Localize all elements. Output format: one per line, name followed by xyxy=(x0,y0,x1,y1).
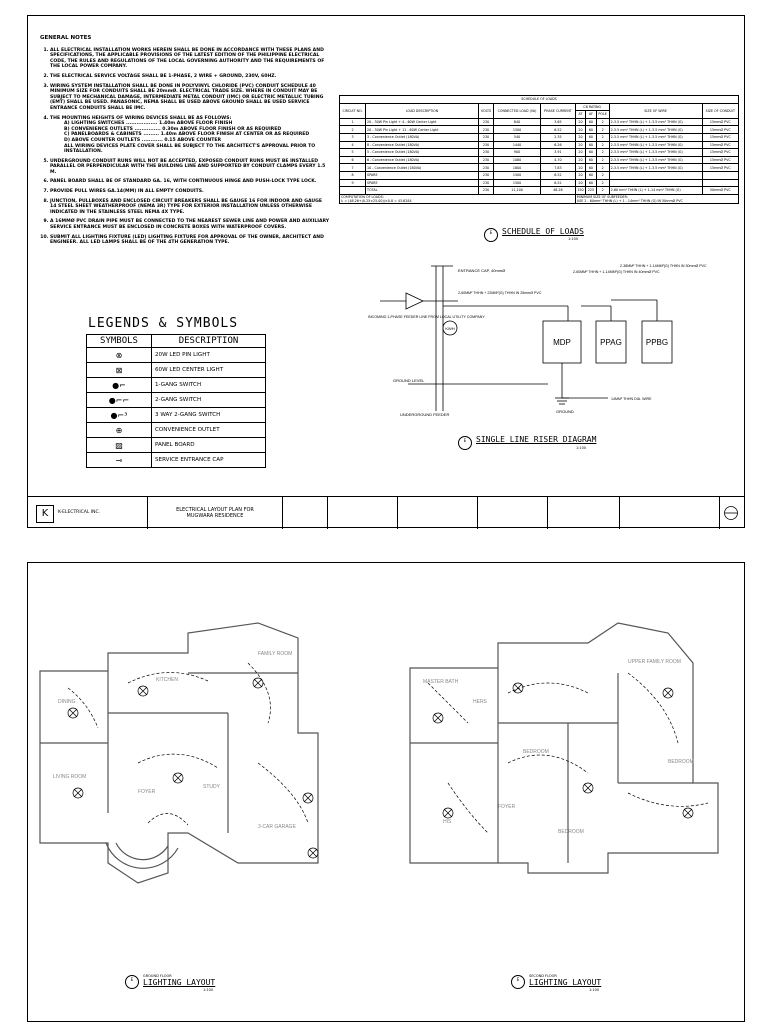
col-cb-rating: CB RATING xyxy=(575,103,609,111)
riser-caption: SINGLE LINE RISER DIAGRAM xyxy=(476,435,597,444)
convenience-outlet-icon: ⊕ xyxy=(87,423,152,438)
tb-cell xyxy=(548,497,620,529)
note-text: THE MOUNTING HEIGHTS OF WIRING DEVICES SHALL BE AS FOLLOWS: xyxy=(50,115,232,121)
schedule-cell: 2-60 mm² THHN (L) + 1-14 mm² THHN (G) xyxy=(609,187,702,195)
entrance-cap-label: ENTRANCE CAP, 40mmØ xyxy=(458,268,506,273)
drawing-title-line2: MUGWARA RESIDENCE xyxy=(186,513,244,519)
col-circuit: CIRCUIT NO. xyxy=(340,103,366,118)
schedule-cell: 2 xyxy=(596,164,609,172)
floor-plans xyxy=(28,563,744,1021)
schedule-cell: 20 xyxy=(575,179,585,187)
schedule-cell: 20 xyxy=(575,171,585,179)
riser-tag: E xyxy=(458,436,472,450)
schedule-cell: 2 xyxy=(596,126,609,134)
computation-value: I₁ = (48.26+(0.25×25.00))×0.8 = 43.6284 xyxy=(341,198,412,203)
room-label: STUDY xyxy=(203,784,220,790)
wire-b-label: 2-38MM² THHN + 1-14MM²(G) THHN IN 30mmØ PVC xyxy=(620,264,707,268)
schedule-cell: 50mmØ PVC xyxy=(702,187,738,195)
col-pole: POLE xyxy=(596,111,609,119)
schedule-cell: 225 xyxy=(586,187,596,195)
kwh-meter-label: KWH xyxy=(445,326,455,331)
schedule-cell: 60 xyxy=(586,171,596,179)
two-gang-switch-icon: ●⌐⌐ xyxy=(87,393,152,408)
legend-desc: 60W LED CENTER LIGHT xyxy=(152,363,266,378)
schedule-cell: 2 xyxy=(596,171,609,179)
note-item: 7. PROVIDE PULL WIRES GA.14(MM) IN ALL EMPTY CONDUITS. xyxy=(50,189,330,195)
mounting-line: ALL WIRING DEVICES PLATE COVER SHALL BE SUBJECT TO THE ARCHITECT'S APPROVAL PRIOR TO INSTALLATION. xyxy=(64,143,316,155)
legend-desc: 2-GANG SWITCH xyxy=(152,393,266,408)
second-floor-label: SECOND FLOOR xyxy=(529,974,557,978)
schedule-cell: 230 xyxy=(479,179,494,187)
schedule-cell: 230 xyxy=(479,156,494,164)
schedule-cell: 20 xyxy=(575,156,585,164)
company-logo: K xyxy=(36,505,54,523)
room-label: HERS xyxy=(473,699,487,705)
lighting-layout-sheet xyxy=(27,562,745,1022)
room-label: FOYER xyxy=(138,789,156,795)
second-plan-tag: E xyxy=(511,975,525,989)
room-label: HIS xyxy=(443,819,452,825)
schedule-cell: 15mmØ PVC xyxy=(702,156,738,164)
schedule-cell: 4.70 xyxy=(541,156,576,164)
note-item: 1. ALL ELECTRICAL INSTALLATION WORKS HEREIN SHALL BE DONE IN ACCORDANCE WITH THESE PLANS AND SPECIFICATIONS, THE APPLICABLE PROVISIONS OF THE LATEST EDITION OF THE PHILIPPINE ELECTRICAL CODE, THE RULES AND REGULATIONS OF THE LOCAL GOVERNING AUTHORITY AND THE REQUIREMENTS OF THE LOCAL POWER COMPANY. xyxy=(50,48,330,70)
room-label: 3-CAR GARAGE xyxy=(258,824,296,830)
schedule-header: SCHEDULE OF LOADS xyxy=(340,96,739,104)
schedule-cell: 2 xyxy=(596,149,609,157)
note-item: 10. SUBMIT ALL LIGHTING FIXTURE (LED) LIGHTING FIXTURE FOR APPROVAL OF THE OWNER, ARCHITECT AND ENGINEER. ALL LED LAMPS SHALL BE OF THE 4TH GENERATION TYPE. xyxy=(50,235,330,246)
second-plan-scale: 1:100 xyxy=(589,988,600,992)
room-label: DINING xyxy=(58,699,76,705)
room-label: BEDROOM xyxy=(668,759,694,765)
feeder-title: MINIMUM SIZE OF SUBFEEDER: xyxy=(576,194,628,199)
col-at: AT xyxy=(575,111,585,119)
schedule-cell: 2 xyxy=(596,179,609,187)
schedule-caption: SCHEDULE OF LOADS xyxy=(502,227,584,236)
wire-a-label: 2-60MM² THHN + 1-14MM²(G) THHN IN 40mmØ PVC xyxy=(573,270,660,274)
legend-desc: 3 WAY 2-GANG SWITCH xyxy=(152,408,266,423)
schedule-cell: 7 xyxy=(340,164,366,172)
schedule-cell: 6.52 xyxy=(541,179,576,187)
schedule-cell: 60 xyxy=(586,133,596,141)
note-item: 8. JUNCTION, PULLBOXES AND ENCLOSED CIRCUIT BREAKERS SHALL BE GAUGE 16 FOR INDOOR AND GAUGE 14 STEEL SHEET WEATHERPROOF (NEMA 3R) TYPE FOR EXTERIOR INSTALLATION UNLESS OTHERWISE INDICATED IN THE STAINLESS STEEL NEMA 4X TYPE. xyxy=(50,199,330,216)
schedule-cell: 2-3.5 mm² THHN (L) + 1-3.5 mm² THHN (G) xyxy=(609,118,702,126)
schedule-cell: 10 - Convenience Outlet (180VA) xyxy=(366,164,479,172)
legend-desc: CONVENIENCE OUTLET xyxy=(152,423,266,438)
ground-plan-tag: E xyxy=(125,975,139,989)
computation-title: COMPUTATION OF LOADS: xyxy=(341,194,384,199)
mounting-line: D) ABOVE COUNTER OUTLETS ............ 0.15 ABOVE COUNTER xyxy=(64,137,222,143)
schedule-cell: 4 xyxy=(340,141,366,149)
schedule-cell: 840 xyxy=(493,118,540,126)
col-af: AF xyxy=(586,111,596,119)
schedule-cell: 15mmØ PVC xyxy=(702,126,738,134)
feeder-from-label: INCOMING 1-PHASE FEEDER LINE FROM LOCAL UTILITY COMPANY xyxy=(368,315,485,319)
schedule-cell: 20 - 30W Pin Light + 11 - 60W Center Light xyxy=(366,126,479,134)
general-notes-heading: GENERAL NOTES xyxy=(40,35,92,41)
note-item: 6. PANEL BOARD SHALL BE OF STANDARD GA. 16, WITH CONTINUOUS HINGE AND PUSH-LOCK TYPE LOCK. xyxy=(50,179,330,185)
col-current: PHASE CURRENT xyxy=(541,103,576,118)
schedule-cell: 6.52 xyxy=(541,171,576,179)
mounting-line: C) PANELBOARDS & CABINETS ......... 1.40m ABOVE FLOOR FINISH AT CENTER OR AS REQUIRED xyxy=(64,132,310,138)
schedule-cell: 230 xyxy=(479,164,494,172)
tb-cell xyxy=(478,497,548,529)
col-volts: VOLTS xyxy=(479,103,494,118)
note-item: 3. WIRING SYSTEM INSTALLATION SHALL BE DONE IN POLYVINYL CHLORIDE (PVC) CONDUIT SCHEDULE 40 MINIMUM SIZE FOR CONDUITS SHALL BE 20mmØ. ELECTRICAL TRADE SIZE. WHERE IN CONDUIT MAY BE SUBJECT TO MECHANICAL DAMAGE, INTERMEDIATE METAL CONDUIT (IMC) OR ELECTRIC METALLIC TUBING (EMT) SHALL BE USED. PANASONIC, NEMA SHALL BE USED ABOVE GROUND SHALL BE USED SERVICE ENTRANCE CONDUITS SHALL BE IMC. xyxy=(50,84,330,112)
ground-plan-scale: 1:100 xyxy=(203,988,214,992)
ground-label: GROUND xyxy=(556,409,574,414)
col-conduit: SIZE OF CONDUIT xyxy=(702,103,738,118)
schedule-cell: 8 xyxy=(340,171,366,179)
one-gang-switch-icon: ●⌐ xyxy=(87,378,152,393)
schedule-cell: 3 xyxy=(340,133,366,141)
schedule-cell: 6.52 xyxy=(541,126,576,134)
company-name: K-ELECTRICAL INC. xyxy=(58,510,101,515)
schedule-cell: 2 xyxy=(596,156,609,164)
room-label: FAMILY ROOM xyxy=(258,651,293,657)
schedule-cell: 2 xyxy=(596,118,609,126)
schedule-cell: 15mmØ PVC xyxy=(702,141,738,149)
schedule-cell: 230 xyxy=(479,133,494,141)
north-arrow-icon xyxy=(723,505,739,521)
ppag-label: PPAG xyxy=(600,338,622,347)
schedule-cell: 2-3.5 mm² THHN (L) + 1-3.5 mm² THHN (G) xyxy=(609,149,702,157)
schedule-cell: 1080 xyxy=(493,156,540,164)
room-label: MASTER BATH xyxy=(423,679,459,685)
schedule-cell: 60 xyxy=(586,164,596,172)
schedule-cell: 1500 xyxy=(493,126,540,134)
mdp-label: MDP xyxy=(553,338,571,347)
schedule-cell: TOTAL xyxy=(366,187,479,195)
legend-desc: 1-GANG SWITCH xyxy=(152,378,266,393)
schedule-cell: 5 - Convenience Outlet (180VA) xyxy=(366,149,479,157)
schedule-cell: 20 xyxy=(575,149,585,157)
schedule-cell: 2-3.5 mm² THHN (L) + 1-3.5 mm² THHN (G) xyxy=(609,156,702,164)
three-way-switch-icon: ●⌐³ xyxy=(87,408,152,423)
schedule-cell: 60 xyxy=(586,179,596,187)
schedule-cell: 60 xyxy=(586,126,596,134)
schedule-cell: 2-3.5 mm² THHN (L) + 1-3.5 mm² THHN (G) xyxy=(609,141,702,149)
tb-cell xyxy=(328,497,398,529)
ground-plan-caption: LIGHTING LAYOUT xyxy=(143,978,216,987)
col-load: LOAD DESCRIPTION xyxy=(366,103,479,118)
underground-label: UNDERGROUND FEEDER xyxy=(400,412,450,417)
schedule-cell: 60 xyxy=(586,141,596,149)
note-item: 2. THE ELECTRICAL SERVICE VOLTAGE SHALL BE 1-PHASE, 2 WIRE + GROUND, 230V, 60HZ. xyxy=(50,74,330,80)
schedule-cell: 230 xyxy=(479,171,494,179)
schedule-cell: 230 xyxy=(479,118,494,126)
note-item: 9. A 16MMØ PVC DRAIN PIPE MUST BE CONNECTED TO THE NEAREST SEWER LINE AND POWER AND AUXILIARY SERVICE ENTRANCE MUST BE ENCLOSED IN CONCRETE BOXES WITH WATERPROOF COVERS. xyxy=(50,219,330,230)
schedule-cell: 8 - Convenience Outlet (180VA) xyxy=(366,141,479,149)
ppbg-label: PPBG xyxy=(645,338,669,347)
riser-scale: 1:100 xyxy=(576,446,587,450)
legend-col-description: DESCRIPTION xyxy=(152,335,266,348)
ground-floor-label: GROUND FLOOR xyxy=(143,974,172,978)
legend-desc: SERVICE ENTRANCE CAP xyxy=(152,453,266,468)
panel-board-icon: ▨ xyxy=(87,438,152,453)
schedule-cell: 15mmØ PVC xyxy=(702,164,738,172)
schedule-cell: 1 xyxy=(340,118,366,126)
legend-col-symbols: SYMBOLS xyxy=(87,335,152,348)
schedule-cell: 6 - Convenience Outlet (180VA) xyxy=(366,156,479,164)
schedule-cell: 1500 xyxy=(493,179,540,187)
pin-light-icon: ⊗ xyxy=(87,348,152,363)
schedule-cell: 1800 xyxy=(493,164,540,172)
schedule-cell: 2 xyxy=(340,126,366,134)
riser-diagram xyxy=(28,16,746,496)
schedule-cell: 20 xyxy=(575,164,585,172)
room-label: KITCHEN xyxy=(156,677,178,683)
legend-desc: PANEL BOARD xyxy=(152,438,266,453)
room-label: FOYER xyxy=(498,804,516,810)
schedule-cell: 20 xyxy=(575,141,585,149)
service-entrance-cap-icon: ⊸ xyxy=(87,453,152,468)
ground-wire-label: 14MM² THHN DIA. WIRE xyxy=(611,397,652,401)
feeder-value: USE 2 - 60mm² THHN (L) + 1 - 14mm² THHN (G) IN 50mmØ PVC xyxy=(576,198,683,203)
schedule-cell: 60 xyxy=(586,118,596,126)
mounting-line: B) CONVENIENCE OUTLETS ............... 0.30m ABOVE FLOOR FINISH OR AS REQUIRED xyxy=(64,126,282,132)
legend-desc: 20W LED PIN LIGHT xyxy=(152,348,266,363)
schedule-cell: 20 xyxy=(575,133,585,141)
room-label: BEDROOM xyxy=(523,749,549,755)
second-plan-caption: LIGHTING LAYOUT xyxy=(529,978,602,987)
room-label: LIVING ROOM xyxy=(53,774,87,780)
schedule-cell: 9 xyxy=(340,179,366,187)
schedule-cell: 2-3.5 mm² THHN (L) + 1-3.5 mm² THHN (G) xyxy=(609,164,702,172)
schedule-cell: 60 xyxy=(586,149,596,157)
schedule-cell: 230 xyxy=(479,126,494,134)
ground-level-label: GROUND LEVEL xyxy=(393,378,425,383)
tb-cell xyxy=(398,497,478,529)
schedule-cell: 150 xyxy=(575,187,585,195)
schedule-cell: 2 xyxy=(596,187,609,195)
schedule-cell: 230 xyxy=(479,187,494,195)
schedule-cell: 15mmØ PVC xyxy=(702,118,738,126)
schedule-cell: 230 xyxy=(479,149,494,157)
schedule-cell: 48.26 xyxy=(541,187,576,195)
schedule-cell: 230 xyxy=(479,141,494,149)
schedule-cell: 3.65 xyxy=(541,118,576,126)
note-item: 5. UNDERGROUND CONDUIT RUNS WILL NOT BE ACCEPTED, EXPOSED CONDUIT RUNS MUST BE INSTALLED PARALLEL OR PERPENDICULAR WITH THE BUILDING LINE AND SUPPORTED BY CONDUIT CLAMPS EVERY 1.5 M. xyxy=(50,159,330,176)
schedule-cell: 2 xyxy=(596,133,609,141)
drawing-title-line1: ELECTRICAL LAYOUT PLAN FOR xyxy=(176,507,254,513)
schedule-cell: 15mmØ PVC xyxy=(702,133,738,141)
schedule-cell: 7.83 xyxy=(541,164,576,172)
schedule-cell: 3 - Convenience Outlet (180VA) xyxy=(366,133,479,141)
schedule-cell: 2.35 xyxy=(541,133,576,141)
schedule-cell: 2 xyxy=(596,141,609,149)
legends-title: LEGENDS & SYMBOLS xyxy=(88,316,239,331)
tb-cell xyxy=(620,497,720,529)
schedule-cell: 1500 xyxy=(493,171,540,179)
mounting-line: A) LIGHTING SWITCHES .................. 1.40m ABOVE FLOOR FINISH xyxy=(64,121,233,127)
drawing-title-cell xyxy=(148,497,283,529)
schedule-cell: 60 xyxy=(586,156,596,164)
schedule-cell: 20 - 30W Pin Light + 4 - 60W Center Light xyxy=(366,118,479,126)
schedule-cell: 15mmØ PVC xyxy=(702,149,738,157)
schedule-cell: SPARE xyxy=(366,179,479,187)
company-cell xyxy=(28,497,148,529)
schedule-cell: 900 xyxy=(493,149,540,157)
electrical-notes-sheet xyxy=(27,15,745,528)
schedule-cell: 3.91 xyxy=(541,149,576,157)
schedule-scale: 1:100 xyxy=(568,237,579,241)
schedule-cell: 1440 xyxy=(493,141,540,149)
schedule-tag: E xyxy=(484,228,498,242)
schedule-cell: 540 xyxy=(493,133,540,141)
schedule-cell: 5 xyxy=(340,149,366,157)
center-light-icon: ⊠ xyxy=(87,363,152,378)
title-block xyxy=(28,496,744,529)
schedule-cell: 6 xyxy=(340,156,366,164)
schedule-cell: 20 xyxy=(575,118,585,126)
schedule-cell: 20 xyxy=(575,126,585,134)
schedule-cell: 11,100 xyxy=(493,187,540,195)
col-wire: SIZE OF WIRE xyxy=(609,103,702,118)
room-label: UPPER FAMILY ROOM xyxy=(628,659,681,665)
schedule-cell: 2-3.5 mm² THHN (L) + 1-3.5 mm² THHN (G) xyxy=(609,133,702,141)
room-label: BEDROOM xyxy=(558,829,584,835)
schedule-cell: 2-3.5 mm² THHN (L) + 1-3.5 mm² THHN (G) xyxy=(609,126,702,134)
main-wire-label: 2-60MM² THHN + 22MM²(G) THHN IN 25mmØ PVC xyxy=(458,291,542,295)
schedule-cell: SPARE xyxy=(366,171,479,179)
col-va: CONNECTED LOAD (VA) xyxy=(493,103,540,118)
tb-cell xyxy=(283,497,328,529)
schedule-cell: 6.26 xyxy=(541,141,576,149)
